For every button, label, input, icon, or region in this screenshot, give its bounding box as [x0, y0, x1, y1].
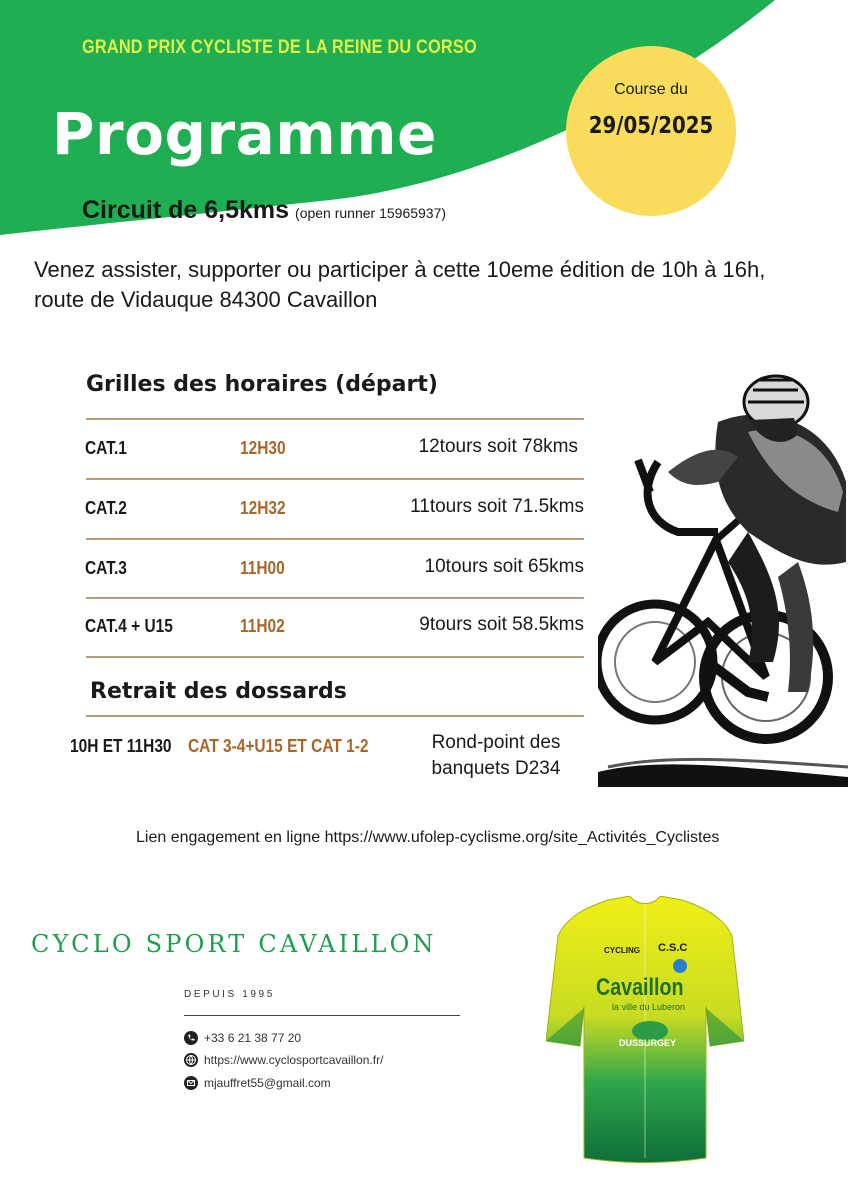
- jersey-sponsor: DUSSURGEY: [619, 1038, 677, 1048]
- schedule-distance: 9tours soit 58.5kms: [419, 614, 584, 635]
- contact-email[interactable]: [184, 1076, 331, 1090]
- circuit-note: (open runner 15965937): [295, 205, 447, 221]
- divider: [184, 1015, 460, 1016]
- club-name: CYCLO SPORT CAVAILLON: [31, 930, 437, 958]
- divider: [86, 418, 584, 420]
- email-icon: [184, 1076, 198, 1090]
- bibs-title: Retrait des dossards: [90, 679, 347, 704]
- divider: [86, 597, 584, 599]
- website-url: https://www.cyclosportcavaillon.fr/: [204, 1053, 384, 1067]
- divider: [86, 715, 584, 717]
- contact-website[interactable]: [184, 1053, 383, 1067]
- bibs-categories: CAT 3-4+U15 ET CAT 1-2: [188, 736, 369, 756]
- divider: [86, 538, 584, 540]
- schedule-title: Grilles des horaires (départ): [86, 372, 438, 397]
- schedule-time: 11H00: [240, 558, 285, 578]
- circuit-length: Circuit de 6,5kms: [82, 196, 290, 224]
- date-badge: [566, 46, 736, 216]
- jersey-club-short: C.S.C: [658, 942, 688, 954]
- contact-phone[interactable]: [184, 1031, 301, 1045]
- schedule-category: CAT.4 + U15: [85, 616, 173, 636]
- circuit-info: [82, 196, 446, 225]
- email-address: mjauffret55@gmail.com: [204, 1076, 331, 1090]
- club-since: DEPUIS 1995: [184, 989, 275, 1000]
- event-title: GRAND PRIX CYCLISTE DE LA REINE DU CORSO: [82, 37, 477, 58]
- intro-text: Venez assister, supporter ou participer à cette 10eme édition de 10h à 16h, route de Vidauque 84300 Cavaillon: [34, 257, 766, 312]
- schedule-distance: 10tours soit 65kms: [424, 556, 584, 577]
- schedule-time: 11H02: [240, 616, 285, 636]
- schedule-category: CAT.2: [85, 498, 127, 518]
- phone-number: +33 6 21 38 77 20: [204, 1031, 302, 1045]
- bibs-time: 10H ET 11H30: [70, 736, 172, 756]
- date-label: Course du: [614, 81, 688, 98]
- jersey-tagline: la ville du Luberon: [612, 1002, 686, 1012]
- bibs-location-line: banquets D234: [431, 758, 561, 779]
- schedule-time: 12H30: [240, 438, 286, 458]
- schedule-category: CAT.3: [85, 558, 127, 578]
- bibs-location: [396, 730, 596, 782]
- jersey-city: Cavaillon: [596, 974, 684, 1001]
- jersey-brand: CYCLING: [604, 946, 640, 955]
- schedule-time: 12H32: [240, 498, 286, 518]
- bibs-location-line: Rond-point des: [431, 732, 561, 753]
- date-value: 29/05/2025: [588, 113, 714, 139]
- globe-icon: [184, 1053, 198, 1067]
- schedule-distance: 12tours soit 78kms: [418, 436, 578, 457]
- club-jersey: [546, 896, 744, 1164]
- schedule-distance: 11tours soit 71.5kms: [410, 496, 584, 517]
- jersey-shape: [546, 896, 744, 1164]
- schedule-category: CAT.1: [85, 438, 127, 458]
- cyclist-illustration: [598, 362, 848, 787]
- phone-icon: [184, 1031, 198, 1045]
- page-title: Programme: [52, 100, 437, 168]
- divider: [86, 656, 584, 658]
- registration-link[interactable]: Lien engagement en ligne https://www.ufolep-cyclisme.org/site_Activités_Cyclistes: [136, 829, 720, 846]
- divider: [86, 478, 584, 480]
